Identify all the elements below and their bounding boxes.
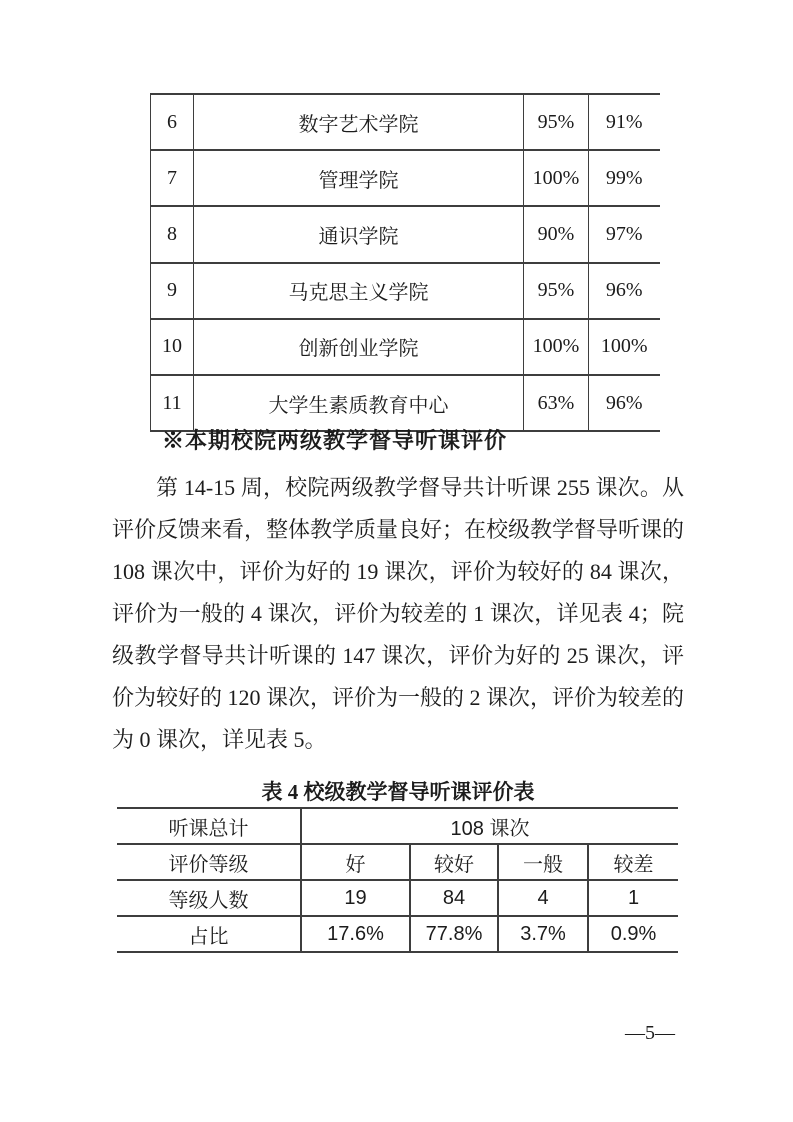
college-evaluation-table [150,93,660,432]
paragraph-line: 为 0 课次，详见表 5。 [112,727,327,752]
table-row [151,206,660,262]
count-fair: 84 [410,880,498,916]
row-index: 8 [151,206,194,262]
table4-row-grades [117,844,678,880]
college-name: 创新创业学院 [194,319,524,375]
table-row [151,375,660,431]
college-name: 大学生素质教育中心 [194,375,524,431]
total-value: 108 课次 [301,808,678,844]
paragraph-line: 级教学督导共计听课的 147 课次，评价为好的 25 课次，评 [112,643,684,668]
table4-row-ratios [117,916,678,952]
rate-value-2: 96% [589,375,660,431]
table4-row-counts [117,880,678,916]
row-index: 9 [151,263,194,319]
rate-value-1: 100% [524,150,589,206]
college-name: 通识学院 [194,206,524,262]
count-average: 4 [498,880,588,916]
rate-value-1: 95% [524,263,589,319]
count-label: 等级人数 [117,880,301,916]
rate-value-1: 90% [524,206,589,262]
paragraph-line: 108 课次中，评价为好的 19 课次，评价为较好的 84 课次， [112,559,684,584]
table-row [151,319,660,375]
grade-fair: 较好 [410,844,498,880]
ratio-good: 17.6% [301,916,410,952]
paragraph-line: 评价反馈来看，整体教学质量良好；在校级教学督导听课的 [112,517,684,542]
total-label: 听课总计 [117,808,301,844]
table4-row-total [117,808,678,844]
rate-value-1: 95% [524,94,589,150]
rate-value-2: 97% [589,206,660,262]
rate-value-2: 96% [589,263,660,319]
ratio-poor: 0.9% [588,916,678,952]
table-row [151,94,660,150]
body-paragraph [112,467,684,761]
grade-average: 一般 [498,844,588,880]
table4-supervision-evaluation [117,807,678,953]
ratio-fair: 77.8% [410,916,498,952]
section-heading: ※本期校院两级教学督导听课评价 [162,428,508,453]
table-row [151,263,660,319]
count-good: 19 [301,880,410,916]
table-row [151,150,660,206]
paragraph-line: 评价为一般的 4 课次，评价为较差的 1 课次，详见表 4；院 [112,601,684,626]
ratio-label: 占比 [117,916,301,952]
grade-good: 好 [301,844,410,880]
rate-value-2: 91% [589,94,660,150]
row-index: 10 [151,319,194,375]
ratio-average: 3.7% [498,916,588,952]
grade-label: 评价等级 [117,844,301,880]
row-index: 6 [151,94,194,150]
college-name: 管理学院 [194,150,524,206]
rate-value-2: 100% [589,319,660,375]
college-name: 马克思主义学院 [194,263,524,319]
rate-value-1: 100% [524,319,589,375]
rate-value-1: 63% [524,375,589,431]
table4-title: 表 4 校级教学督导听课评价表 [261,780,535,804]
row-index: 7 [151,150,194,206]
rate-value-2: 99% [589,150,660,206]
row-index: 11 [151,375,194,431]
count-poor: 1 [588,880,678,916]
grade-poor: 较差 [588,844,678,880]
paragraph-line: 第 14-15 周，校院两级教学督导共计听课 255 课次。从 [156,475,684,500]
paragraph-line: 价为较好的 120 课次，评价为一般的 2 课次，评价为较差的 [112,685,684,710]
college-name: 数字艺术学院 [194,94,524,150]
page-number: —5— [625,1022,675,1044]
